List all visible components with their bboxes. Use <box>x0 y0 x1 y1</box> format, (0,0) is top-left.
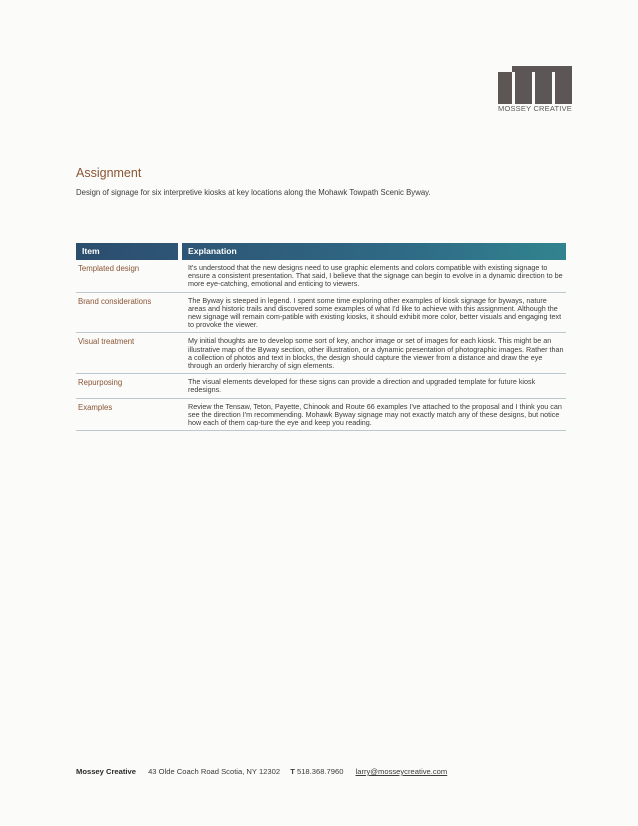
row-explanation: The Byway is steeped in legend. I spent some time exploring other examples of kiosk signage for byways, nature areas and historic trails and discovered some examples of what I'd like to achieve with this assignment. Although the new signage will remain com-patible with existing kiosks, it should exhibit more color, better visuals and engaging text to provoke the viewer. <box>188 295 562 330</box>
table-row <box>76 260 566 293</box>
footer-tel-label: T <box>290 767 295 776</box>
table-row <box>76 399 566 432</box>
footer-company: Mossey Creative <box>76 767 136 776</box>
brand-name: MOSSEY CREATIVE <box>498 104 572 113</box>
table-header <box>76 243 566 260</box>
assignment-table <box>76 243 566 431</box>
table-row <box>76 293 566 334</box>
table-row <box>76 374 566 398</box>
row-item: Brand considerations <box>78 296 152 306</box>
mossey-m-logo-icon <box>498 66 572 104</box>
row-explanation: It's understood that the new designs need to use graphic elements and colors compatible with existing signage to ensure a consistent presentation. That said, I believe that the signage can begin to evolve in a dynamic direction to be more eye-catching, emotional and enticing to viewers. <box>188 263 563 289</box>
row-item: Visual treatment <box>78 337 135 347</box>
row-item: Repurposing <box>78 378 123 388</box>
column-header-item: Item <box>76 243 178 260</box>
footer-address: 43 Olde Coach Road Scotia, NY 12302 <box>148 767 281 776</box>
row-item: Templated design <box>78 264 140 273</box>
row-item: Examples <box>78 402 113 412</box>
footer-email-link[interactable]: larry@mosseycreative.com <box>355 767 448 776</box>
footer-telephone: 518.368.7960 <box>296 767 344 776</box>
footer <box>76 767 447 776</box>
assignment-description: Design of signage for six interpretive kiosks at key locations along the Mohawk Towpath Scenic Byway. <box>76 188 431 197</box>
row-explanation: Review the Tensaw, Teton, Payette, Chinook and Route 66 examples I've attached to the proposal and I think you can see the direction I'm recommending. Mohawk Byway signage may not exactly match any of these designs, but notice how each of them cap-ture the eye and keep you reading. <box>188 401 562 428</box>
row-explanation: The visual elements developed for these signs can provide a direction and upgraded template for future kiosk redesigns. <box>188 377 536 395</box>
row-explanation: My initial thoughts are to develop some sort of key, anchor image or set of images for each kiosk. This might be an illustrative map of the Byway section, other illustration, or a dynamic presentation of photographic images. Rather than a collection of photos and text in blocks, the design should capture the viewer from a distance and draw the eye through an orderly hierarchy of sign elements. <box>188 336 564 371</box>
column-header-explanation: Explanation <box>182 243 566 260</box>
table-row <box>76 333 566 374</box>
assignment-heading: Assignment <box>76 166 142 180</box>
